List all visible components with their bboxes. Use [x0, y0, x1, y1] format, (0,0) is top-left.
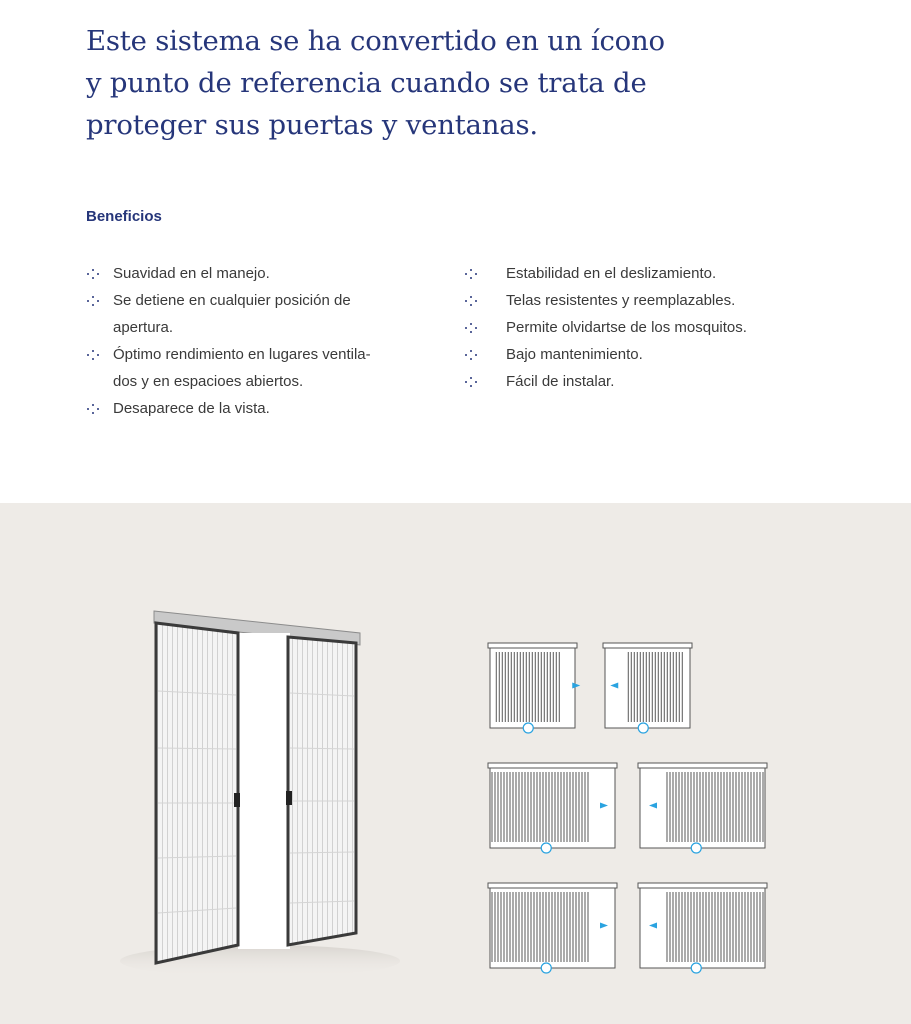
- benefit-item: [86, 260, 426, 287]
- bullet-icon: [464, 350, 478, 362]
- benefit-text: Fácil de instalar.: [506, 373, 615, 390]
- benefit-item: [464, 341, 884, 368]
- benefit-text: Telas resistentes y reemplazables.: [506, 292, 736, 309]
- diagram-top-rail: [638, 883, 767, 888]
- benefit-text: Bajo mantenimiento.: [506, 346, 643, 363]
- bullet-icon: [464, 296, 478, 308]
- headline-line-2: y punto de referencia cuando se trata de: [86, 67, 647, 99]
- benefit-text: Desaparece de la vista.: [113, 400, 270, 417]
- diagram-top-rail: [638, 763, 767, 768]
- diagram-marker-icon: [541, 963, 551, 973]
- diagram-frame: [490, 888, 615, 968]
- benefits-heading: Beneficios: [86, 208, 162, 225]
- benefit-text: Permite olvidartse de los mosquitos.: [506, 319, 747, 336]
- bullet-icon: [86, 404, 100, 416]
- arrow-right-icon: [572, 683, 580, 689]
- benefit-item: [464, 287, 884, 314]
- diagram-marker-icon: [541, 843, 551, 853]
- opening-diagram: [488, 883, 617, 973]
- diagram-top-rail: [488, 763, 617, 768]
- diagram-top-rail: [488, 883, 617, 888]
- headline-line-1: Este sistema se ha convertido en un ícono: [86, 25, 665, 57]
- right-panel: [286, 637, 356, 945]
- opening-diagram: [603, 643, 692, 733]
- opening-diagram: [638, 883, 767, 973]
- opening-diagram: [488, 763, 617, 853]
- benefit-text-continued: dos y en espacioes abiertos.: [113, 373, 304, 390]
- diagram-top-rail: [488, 643, 577, 648]
- benefit-text: Óptimo rendimiento en lugares ventila-: [113, 346, 371, 363]
- diagram-marker-icon: [638, 723, 648, 733]
- bullet-icon: [86, 350, 100, 362]
- benefit-item: [464, 368, 884, 395]
- headline-line-3: proteger sus puertas y ventanas.: [86, 109, 538, 141]
- bullet-icon: [86, 296, 100, 308]
- benefits-list-left: [86, 260, 426, 422]
- bullet-icon: [464, 269, 478, 281]
- benefit-text: Suavidad en el manejo.: [113, 265, 270, 282]
- opening-configurations-diagrams: [480, 633, 780, 983]
- benefit-item: [464, 314, 884, 341]
- benefit-text: Se detiene en cualquier posición de: [113, 292, 351, 309]
- benefit-item: [86, 287, 426, 341]
- diagram-marker-icon: [523, 723, 533, 733]
- bullet-icon: [464, 377, 478, 389]
- left-panel: [156, 623, 240, 963]
- diagram-frame: [490, 768, 615, 848]
- right-handle: [286, 791, 292, 805]
- opening-diagram: [488, 643, 580, 733]
- benefit-item: [464, 260, 884, 287]
- benefit-text-continued: apertura.: [113, 319, 174, 336]
- door-opening: [238, 633, 290, 949]
- diagram-marker-icon: [691, 843, 701, 853]
- benefit-item: [86, 395, 426, 422]
- benefits-list-right: [464, 260, 884, 395]
- product-visual-section: [0, 503, 911, 1024]
- diagram-marker-icon: [691, 963, 701, 973]
- benefit-item: [86, 341, 426, 395]
- diagram-frame: [640, 768, 765, 848]
- bullet-icon: [86, 269, 100, 281]
- page-headline: [86, 20, 806, 146]
- diagram-top-rail: [603, 643, 692, 648]
- sliding-screen-door-illustration: [120, 603, 420, 1003]
- opening-diagram: [638, 763, 767, 853]
- benefit-text: Estabilidad en el deslizamiento.: [506, 265, 717, 282]
- diagram-frame: [640, 888, 765, 968]
- bullet-icon: [464, 323, 478, 335]
- left-handle: [234, 793, 240, 807]
